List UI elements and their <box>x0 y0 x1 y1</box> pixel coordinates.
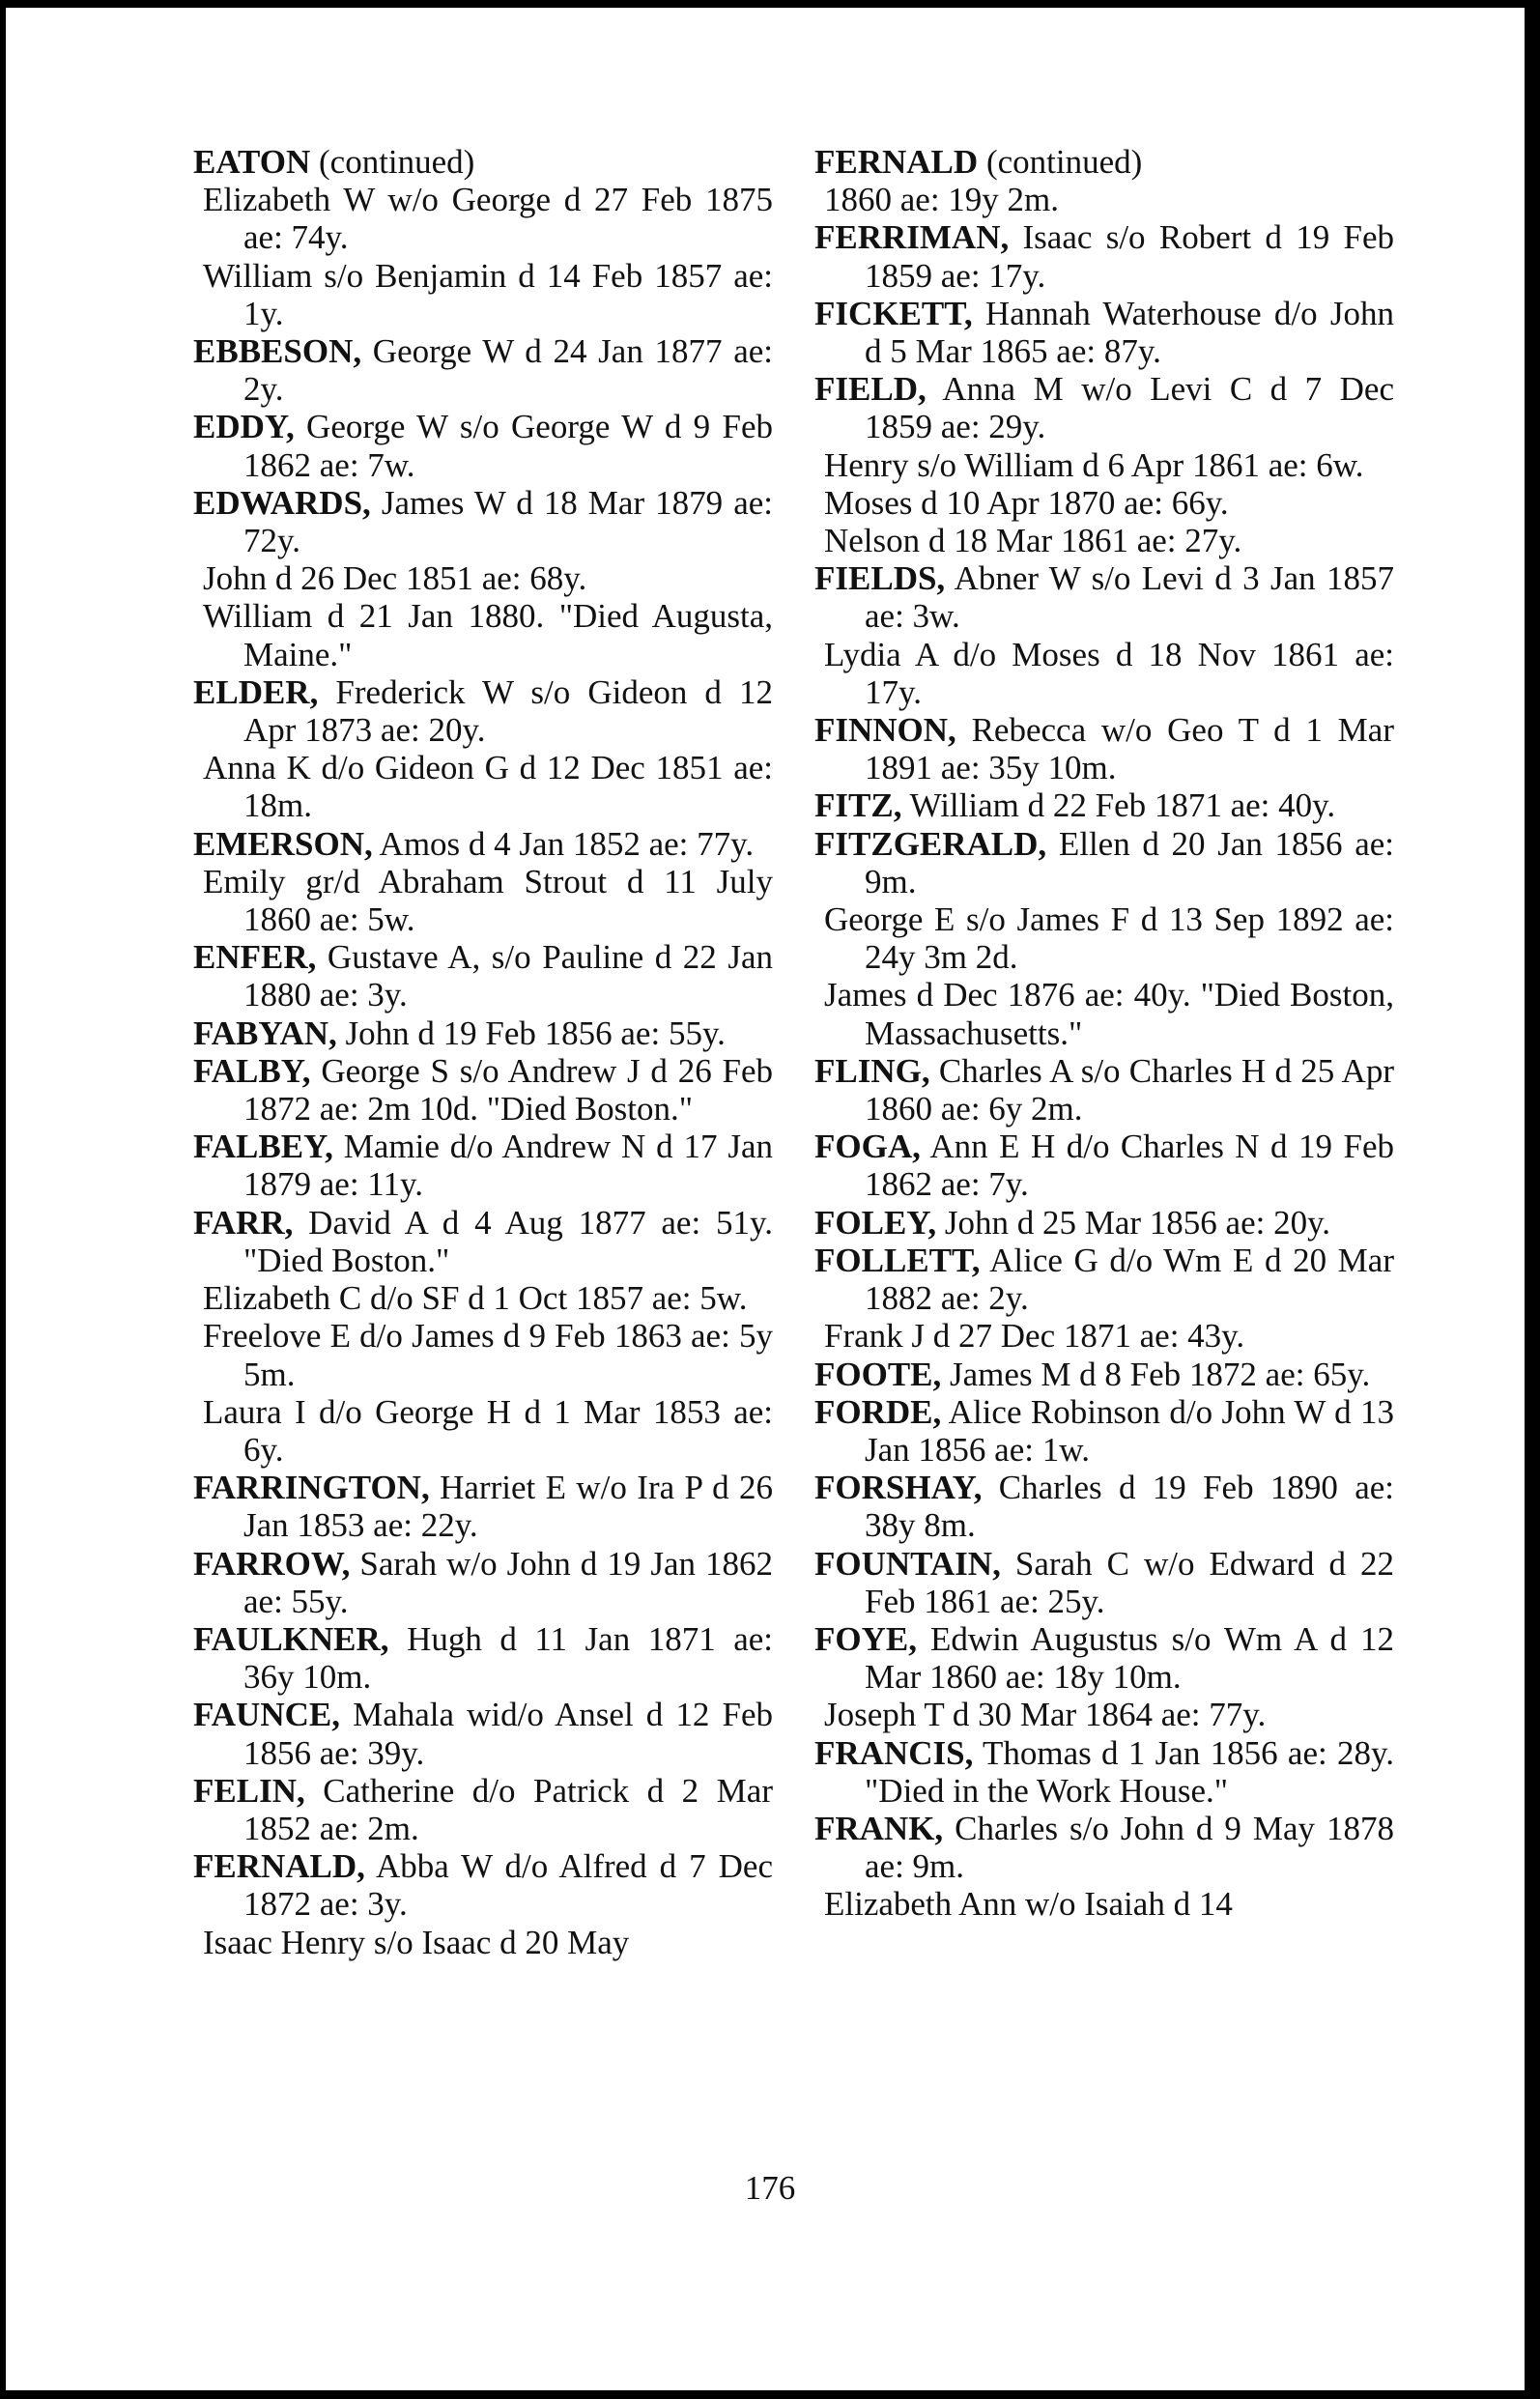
record-entry <box>814 370 1394 445</box>
entry-text: Hugh d 11 Jan 1871 ae: 36y 10m. <box>243 1619 773 1697</box>
entry-surname: FAULKNER, <box>193 1619 389 1658</box>
record-entry <box>814 143 1394 181</box>
entry-text: Ann E H d/o Charles N d 19 Feb 1862 ae: 7y. <box>865 1128 1394 1204</box>
record-entry <box>193 597 773 672</box>
entry-surname: FOYE, <box>814 1619 917 1658</box>
entry-surname: EMERSON, <box>193 824 373 863</box>
record-entry <box>814 1393 1394 1469</box>
entry-text: George W d 24 Jan 1877 ae: 2y. <box>243 332 773 409</box>
entry-text: Freelove E d/o James d 9 Feb 1863 ae: 5y 5m. <box>203 1317 773 1393</box>
record-entry <box>193 1469 773 1544</box>
entry-text: Charles s/o John d 9 May 1878 ae: 9m. <box>865 1809 1394 1886</box>
entry-text: Isaac s/o Robert d 19 Feb 1859 ae: 17y. <box>865 218 1394 295</box>
record-entry <box>193 1014 773 1052</box>
entry-text: Harriet E w/o Ira P d 26 Jan 1853 ae: 22y. <box>243 1469 773 1545</box>
entry-surname: EDWARDS, <box>193 483 371 522</box>
entry-text: John d 25 Mar 1856 ae: 20y. <box>936 1203 1331 1242</box>
record-entry <box>814 711 1394 786</box>
entry-text: Sarah w/o John d 19 Jan 1862 ae: 55y. <box>243 1544 773 1620</box>
entry-text: Anna K d/o Gideon G d 12 Dec 1851 ae: 18m. <box>203 749 773 825</box>
record-entry <box>193 1847 773 1923</box>
record-entry <box>193 1317 773 1392</box>
entry-text: Frank J d 27 Dec 1871 ae: 43y. <box>824 1317 1245 1356</box>
entry-surname: FIELD, <box>814 370 927 409</box>
entry-text: James W d 18 Mar 1879 ae: 72y. <box>243 483 773 560</box>
entry-surname: FINNON, <box>814 711 956 750</box>
entry-surname: FOUNTAIN, <box>814 1544 1001 1583</box>
entry-text: Abba W d/o Alfred d 7 Dec 1872 ae: 3y. <box>243 1847 773 1924</box>
entry-surname: FALBY, <box>193 1051 311 1090</box>
entry-surname: FIELDS, <box>814 559 946 598</box>
record-entry <box>193 143 773 181</box>
record-entry <box>814 484 1394 522</box>
entry-text: Amos d 4 Jan 1852 ae: 77y. <box>372 824 755 863</box>
entry-text: Laura I d/o George H d 1 Mar 1853 ae: 6y. <box>203 1392 773 1469</box>
entry-surname: FOGA, <box>814 1128 921 1166</box>
record-entry <box>193 257 773 332</box>
record-entry <box>814 559 1394 635</box>
entry-surname: FITZ, <box>814 786 902 825</box>
entry-surname: FITZGERALD, <box>814 824 1047 863</box>
entry-surname: FRANCIS, <box>814 1733 974 1772</box>
left-column <box>193 143 773 1961</box>
record-entry <box>814 786 1394 824</box>
record-entry <box>814 1810 1394 1885</box>
page-number: 176 <box>744 2169 796 2207</box>
record-entry <box>814 1242 1394 1317</box>
entry-surname: FAUNCE, <box>193 1696 340 1734</box>
record-entry <box>814 522 1394 559</box>
record-entry <box>814 825 1394 900</box>
entry-text: Sarah C w/o Edward d 22 Feb 1861 ae: 25y. <box>865 1544 1394 1620</box>
record-entry <box>193 825 773 863</box>
entry-surname: FICKETT, <box>814 294 973 332</box>
entry-text: James d Dec 1876 ae: 40y. "Died Boston, Massachusetts." <box>824 976 1394 1052</box>
entry-surname: FORSHAY, <box>814 1469 983 1507</box>
record-entry <box>814 1317 1394 1355</box>
entry-text: James M d 8 Feb 1872 ae: 65y. <box>941 1355 1371 1393</box>
record-entry <box>193 1772 773 1847</box>
entry-surname: ENFER, <box>193 938 317 977</box>
entry-surname: EBBESON, <box>193 332 362 371</box>
record-entry <box>814 446 1394 484</box>
entry-text: Alice G d/o Wm E d 20 Mar 1882 ae: 2y. <box>865 1241 1394 1318</box>
entry-text: Anna M w/o Levi C d 7 Dec 1859 ae: 29y. <box>865 370 1394 446</box>
record-entry <box>814 1052 1394 1128</box>
entry-text: Isaac Henry s/o Isaac d 20 May <box>203 1923 630 1961</box>
entry-text: Frederick W s/o Gideon d 12 Apr 1873 ae: 20y. <box>243 672 773 750</box>
entry-surname: FOLLETT, <box>814 1241 981 1279</box>
entry-text: Moses d 10 Apr 1870 ae: 66y. <box>824 483 1229 522</box>
record-entry <box>193 559 773 597</box>
record-entry <box>814 218 1394 294</box>
entry-surname: ELDER, <box>193 672 319 711</box>
entry-text: Elizabeth W w/o George d 27 Feb 1875 ae: 74y. <box>203 181 773 257</box>
entry-text: William s/o Benjamin d 14 Feb 1857 ae: 1y. <box>203 256 773 332</box>
record-entry <box>814 1696 1394 1733</box>
entry-surname: FARROW, <box>193 1544 351 1583</box>
record-entry <box>193 1545 773 1620</box>
record-entry <box>193 181 773 256</box>
record-entry <box>814 295 1394 370</box>
entry-text: William d 21 Jan 1880. "Died Augusta, Maine." <box>203 597 773 673</box>
entry-text: Elizabeth Ann w/o Isaiah d 14 <box>824 1885 1233 1924</box>
entry-text: Alice Robinson d/o John W d 13 Jan 1856 ae: 1w. <box>865 1392 1394 1469</box>
entry-text: Edwin Augustus s/o Wm A d 12 Mar 1860 ae: 18y 10m. <box>865 1619 1394 1697</box>
entry-surname: FERNALD, <box>193 1847 365 1886</box>
record-entry <box>193 1393 773 1469</box>
entry-text: Charles A s/o Charles H d 25 Apr 1860 ae: 6y 2m. <box>865 1051 1394 1128</box>
entry-text: William d 22 Feb 1871 ae: 40y. <box>901 786 1336 825</box>
entry-surname: FORDE, <box>814 1392 942 1431</box>
entry-text: (continued) <box>978 143 1143 181</box>
entry-surname: FARR, <box>193 1203 294 1242</box>
entry-surname: FARRINGTON, <box>193 1469 430 1507</box>
entry-text: Abner W s/o Levi d 3 Jan 1857 ae: 3w. <box>865 559 1394 636</box>
record-entry <box>814 900 1394 976</box>
entry-text: Charles d 19 Feb 1890 ae: 38y 8m. <box>865 1469 1394 1545</box>
record-entry <box>814 1620 1394 1696</box>
entry-text: 1860 ae: 19y 2m. <box>824 181 1060 219</box>
entry-surname: FLING, <box>814 1051 930 1090</box>
right-column <box>814 143 1394 1924</box>
entry-text: Catherine d/o Patrick d 2 Mar 1852 ae: 2m. <box>243 1771 773 1847</box>
record-entry <box>814 1885 1394 1923</box>
record-entry <box>193 673 773 749</box>
entry-text: Gustave A, s/o Pauline d 22 Jan 1880 ae: 3y. <box>243 938 773 1014</box>
record-entry <box>193 1620 773 1696</box>
record-entry <box>193 1696 773 1771</box>
entry-text: Henry s/o William d 6 Apr 1861 ae: 6w. <box>824 445 1364 484</box>
record-entry <box>193 484 773 559</box>
entry-surname: FOOTE, <box>814 1355 942 1393</box>
entry-surname: FRANK, <box>814 1809 944 1847</box>
record-entry <box>193 332 773 408</box>
entry-text: George S s/o Andrew J d 26 Feb 1872 ae: 2m 10d. "Died Boston." <box>243 1051 773 1128</box>
entry-text: George W s/o George W d 9 Feb 1862 ae: 7w. <box>243 408 773 484</box>
entry-text: (continued) <box>310 143 475 181</box>
entry-text: John d 19 Feb 1856 ae: 55y. <box>336 1014 726 1052</box>
record-entry <box>814 1356 1394 1393</box>
entry-text: Mamie d/o Andrew N d 17 Jan 1879 ae: 11y. <box>243 1128 773 1204</box>
record-entry <box>193 408 773 483</box>
record-entry <box>814 976 1394 1051</box>
record-entry <box>193 1052 773 1128</box>
entry-text: George E s/o James F d 13 Sep 1892 ae: 24y 3m 2d. <box>824 900 1394 977</box>
record-entry <box>193 749 773 824</box>
entry-surname: EATON <box>193 143 311 181</box>
entry-text: Elizabeth C d/o SF d 1 Oct 1857 ae: 5w. <box>203 1279 748 1318</box>
record-entry <box>193 1128 773 1203</box>
record-entry <box>814 1204 1394 1242</box>
record-entry <box>814 1545 1394 1620</box>
record-entry <box>814 1128 1394 1203</box>
entry-surname: FOLEY, <box>814 1203 937 1242</box>
entry-text: Lydia A d/o Moses d 18 Nov 1861 ae: 17y. <box>824 635 1394 711</box>
entry-text: Hannah Waterhouse d/o John d 5 Mar 1865 ae: 87y. <box>865 294 1394 371</box>
record-entry <box>814 1469 1394 1544</box>
entry-text: Nelson d 18 Mar 1861 ae: 27y. <box>824 522 1242 560</box>
record-entry <box>193 863 773 938</box>
entry-surname: FABYAN, <box>193 1014 337 1052</box>
record-entry <box>814 636 1394 711</box>
entry-text: Ellen d 20 Jan 1856 ae: 9m. <box>865 824 1394 900</box>
record-entry <box>193 1279 773 1317</box>
entry-surname: FERNALD <box>814 143 979 181</box>
entry-text: John d 26 Dec 1851 ae: 68y. <box>203 559 587 598</box>
record-entry <box>193 1204 773 1279</box>
entry-surname: FERRIMAN, <box>814 218 1010 257</box>
record-entry <box>814 1734 1394 1810</box>
entry-surname: FELIN, <box>193 1771 305 1810</box>
entry-text: David A d 4 Aug 1877 ae: 51y. "Died Boston." <box>243 1203 773 1279</box>
entry-surname: EDDY, <box>193 408 295 446</box>
entry-text: Thomas d 1 Jan 1856 ae: 28y. "Died in the Work House." <box>865 1733 1394 1810</box>
entry-text: Emily gr/d Abraham Strout d 11 July 1860 ae: 5w. <box>203 862 773 939</box>
record-entry <box>193 938 773 1014</box>
entry-text: Rebecca w/o Geo T d 1 Mar 1891 ae: 35y 10m. <box>865 711 1394 787</box>
entry-surname: FALBEY, <box>193 1128 333 1166</box>
record-entry <box>814 181 1394 218</box>
entry-text: Joseph T d 30 Mar 1864 ae: 77y. <box>824 1696 1267 1734</box>
entry-text: Mahala wid/o Ansel d 12 Feb 1856 ae: 39y. <box>243 1696 773 1772</box>
record-entry <box>193 1924 773 1961</box>
